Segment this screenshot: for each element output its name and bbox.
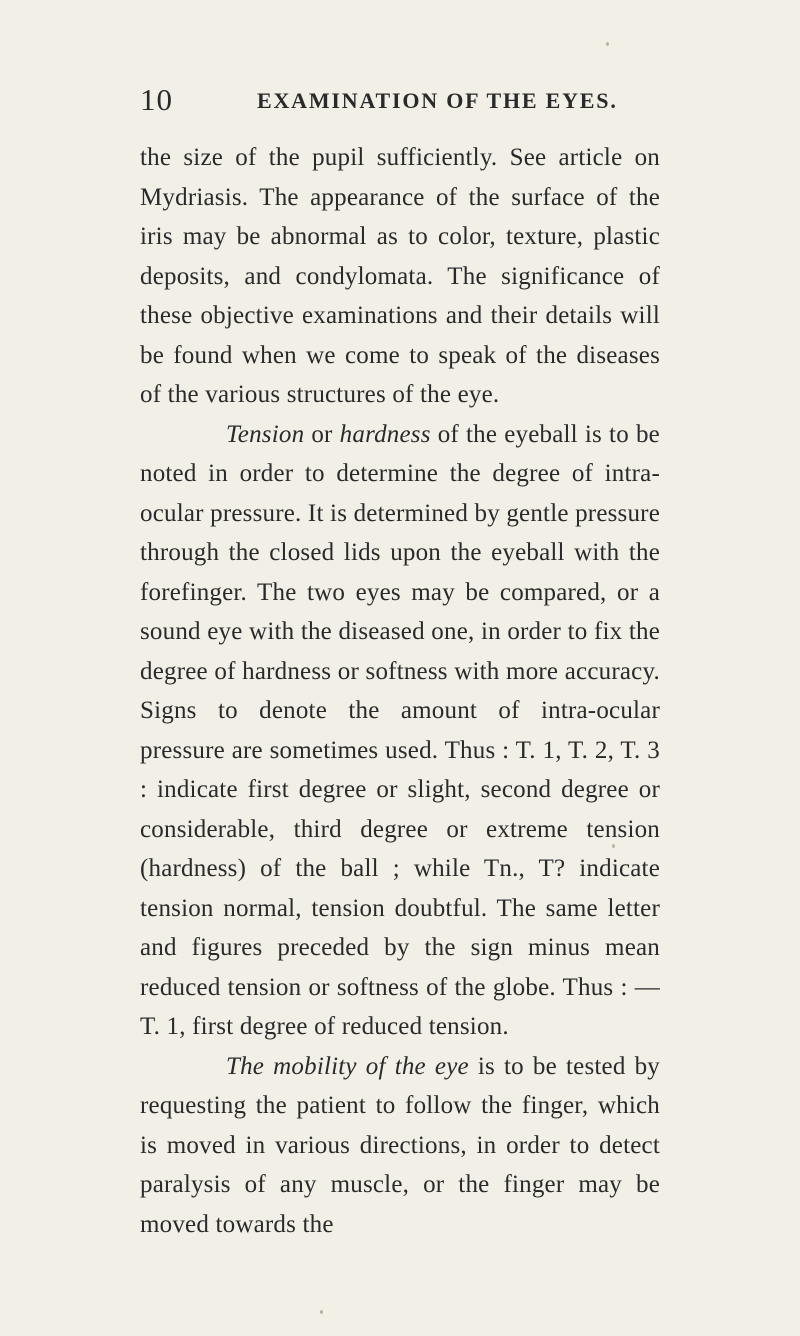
print-speck [606, 42, 609, 46]
page-number: 10 [140, 82, 173, 117]
paragraph-text: is to be tested by requesting the patient to follow the finger, which is moved in various directions, in order to detect paralysis of any muscle, or the finger may be moved towards the [140, 1052, 660, 1238]
paragraph-text: of the eyeball is to be noted in order to determine the degree of intra-ocular pressure. It is determined by gentle pressure through the closed lids upon the eyeball with the forefinger. The two eyes may be compared, or a sound eye with the diseased one, in order to fix the degree of hardness or softness with more accuracy. Signs to denote the amount of intra-ocular pressure are sometimes used. Thus : T. 1, T. 2, T. 3 : indicate first degree or slight, second degree or considerable, third degree or extreme tension (hardness) of the ball ; while Tn., T? indicate tension normal, tension doubtful. The same letter and figures preceded by the sign minus mean reduced tension or softness of the globe. Thus : —T. 1, first degree of reduced tension. [140, 420, 660, 1040]
paragraph-mobility [140, 1047, 660, 1245]
connector-text: or [304, 420, 340, 448]
italic-term-mobility: The mobility of the eye [226, 1052, 469, 1080]
body-text [140, 138, 660, 1244]
italic-term-tension: Tension [226, 420, 305, 448]
page-header [140, 80, 626, 120]
paragraph-tension [140, 415, 660, 1047]
print-speck [320, 1310, 323, 1314]
running-title: EXAMINATION OF THE EYES. [257, 88, 618, 113]
italic-term-hardness: hardness [339, 420, 431, 448]
paragraph-pupil-iris [140, 138, 660, 415]
paragraph-text: the size of the pupil sufficiently. See article on Mydriasis. The appearance of the surface of the iris may be abnormal as to color, texture, plastic deposits, and condylomata. The significance of these objective examinations and their details will be found when we come to speak of the diseases of the various structures of the eye. [140, 144, 660, 408]
